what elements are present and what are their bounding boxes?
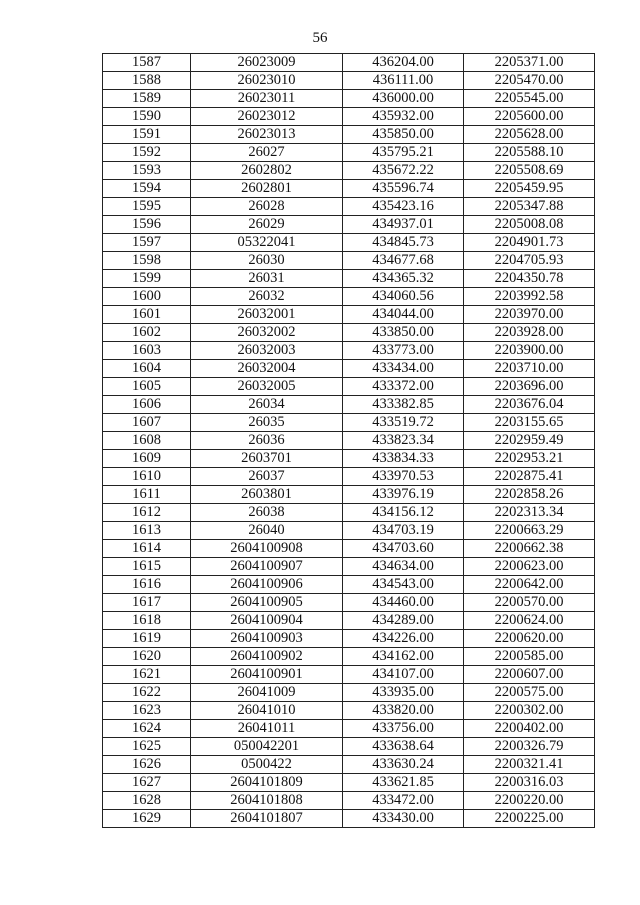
y-coordinate-cell: 2203970.00	[464, 306, 595, 324]
table-row	[103, 144, 595, 162]
point-number-cell: 1610	[103, 468, 191, 486]
y-coordinate-cell: 2200642.00	[464, 576, 595, 594]
point-number-cell: 1612	[103, 504, 191, 522]
point-number-cell: 1616	[103, 576, 191, 594]
point-id-cell: 2603801	[191, 486, 343, 504]
y-coordinate-cell: 2205628.00	[464, 126, 595, 144]
table-row	[103, 522, 595, 540]
x-coordinate-cell: 433820.00	[343, 702, 464, 720]
x-coordinate-cell: 434289.00	[343, 612, 464, 630]
x-coordinate-cell: 433630.24	[343, 756, 464, 774]
y-coordinate-cell: 2200220.00	[464, 792, 595, 810]
point-id-cell: 05322041	[191, 234, 343, 252]
point-number-cell: 1596	[103, 216, 191, 234]
table-row	[103, 108, 595, 126]
y-coordinate-cell: 2203676.04	[464, 396, 595, 414]
y-coordinate-cell: 2200607.00	[464, 666, 595, 684]
point-number-cell: 1617	[103, 594, 191, 612]
x-coordinate-cell: 436111.00	[343, 72, 464, 90]
x-coordinate-cell: 434156.12	[343, 504, 464, 522]
table-row	[103, 252, 595, 270]
x-coordinate-cell: 433372.00	[343, 378, 464, 396]
y-coordinate-cell: 2203710.00	[464, 360, 595, 378]
table-row	[103, 630, 595, 648]
point-number-cell: 1591	[103, 126, 191, 144]
x-coordinate-cell: 433621.85	[343, 774, 464, 792]
coordinates-table-body	[103, 54, 595, 828]
table-row	[103, 666, 595, 684]
table-row	[103, 504, 595, 522]
point-number-cell: 1624	[103, 720, 191, 738]
point-id-cell: 26032003	[191, 342, 343, 360]
point-number-cell: 1604	[103, 360, 191, 378]
point-id-cell: 26036	[191, 432, 343, 450]
x-coordinate-cell: 434060.56	[343, 288, 464, 306]
point-id-cell: 26041010	[191, 702, 343, 720]
point-id-cell: 26023013	[191, 126, 343, 144]
point-id-cell: 26032	[191, 288, 343, 306]
y-coordinate-cell: 2200326.79	[464, 738, 595, 756]
y-coordinate-cell: 2200623.00	[464, 558, 595, 576]
x-coordinate-cell: 434365.32	[343, 270, 464, 288]
point-id-cell: 2604100908	[191, 540, 343, 558]
x-coordinate-cell: 435672.22	[343, 162, 464, 180]
point-id-cell: 2603701	[191, 450, 343, 468]
point-number-cell: 1622	[103, 684, 191, 702]
x-coordinate-cell: 435423.16	[343, 198, 464, 216]
table-row	[103, 702, 595, 720]
point-number-cell: 1625	[103, 738, 191, 756]
y-coordinate-cell: 2205508.69	[464, 162, 595, 180]
y-coordinate-cell: 2205470.00	[464, 72, 595, 90]
point-number-cell: 1603	[103, 342, 191, 360]
table-row	[103, 738, 595, 756]
point-id-cell: 26038	[191, 504, 343, 522]
point-id-cell: 2604100907	[191, 558, 343, 576]
y-coordinate-cell: 2204901.73	[464, 234, 595, 252]
point-id-cell: 0500422	[191, 756, 343, 774]
y-coordinate-cell: 2200620.00	[464, 630, 595, 648]
y-coordinate-cell: 2202858.26	[464, 486, 595, 504]
point-id-cell: 26037	[191, 468, 343, 486]
table-row	[103, 72, 595, 90]
x-coordinate-cell: 434107.00	[343, 666, 464, 684]
table-row	[103, 378, 595, 396]
table-row	[103, 810, 595, 828]
y-coordinate-cell: 2204350.78	[464, 270, 595, 288]
point-number-cell: 1590	[103, 108, 191, 126]
x-coordinate-cell: 433756.00	[343, 720, 464, 738]
point-id-cell: 26023010	[191, 72, 343, 90]
y-coordinate-cell: 2205600.00	[464, 108, 595, 126]
x-coordinate-cell: 433773.00	[343, 342, 464, 360]
point-id-cell: 050042201	[191, 738, 343, 756]
point-id-cell: 26023011	[191, 90, 343, 108]
x-coordinate-cell: 433834.33	[343, 450, 464, 468]
x-coordinate-cell: 433823.34	[343, 432, 464, 450]
point-id-cell: 2604100901	[191, 666, 343, 684]
x-coordinate-cell: 433850.00	[343, 324, 464, 342]
y-coordinate-cell: 2200585.00	[464, 648, 595, 666]
x-coordinate-cell: 436000.00	[343, 90, 464, 108]
point-number-cell: 1594	[103, 180, 191, 198]
point-number-cell: 1623	[103, 702, 191, 720]
point-number-cell: 1605	[103, 378, 191, 396]
point-id-cell: 26040	[191, 522, 343, 540]
point-id-cell: 26041011	[191, 720, 343, 738]
point-number-cell: 1593	[103, 162, 191, 180]
point-id-cell: 26035	[191, 414, 343, 432]
point-number-cell: 1615	[103, 558, 191, 576]
y-coordinate-cell: 2200321.41	[464, 756, 595, 774]
point-number-cell: 1598	[103, 252, 191, 270]
table-row	[103, 792, 595, 810]
table-row	[103, 756, 595, 774]
x-coordinate-cell: 434845.73	[343, 234, 464, 252]
point-number-cell: 1588	[103, 72, 191, 90]
x-coordinate-cell: 433430.00	[343, 810, 464, 828]
x-coordinate-cell: 436204.00	[343, 54, 464, 72]
y-coordinate-cell: 2203928.00	[464, 324, 595, 342]
table-row	[103, 648, 595, 666]
y-coordinate-cell: 2200663.29	[464, 522, 595, 540]
x-coordinate-cell: 433472.00	[343, 792, 464, 810]
table-row	[103, 288, 595, 306]
point-id-cell: 26029	[191, 216, 343, 234]
x-coordinate-cell: 434703.19	[343, 522, 464, 540]
point-number-cell: 1587	[103, 54, 191, 72]
point-id-cell: 26041009	[191, 684, 343, 702]
y-coordinate-cell: 2200662.38	[464, 540, 595, 558]
point-number-cell: 1608	[103, 432, 191, 450]
point-id-cell: 2604100902	[191, 648, 343, 666]
y-coordinate-cell: 2204705.93	[464, 252, 595, 270]
x-coordinate-cell: 433935.00	[343, 684, 464, 702]
x-coordinate-cell: 434226.00	[343, 630, 464, 648]
y-coordinate-cell: 2200302.00	[464, 702, 595, 720]
point-number-cell: 1629	[103, 810, 191, 828]
y-coordinate-cell: 2203992.58	[464, 288, 595, 306]
y-coordinate-cell: 2200624.00	[464, 612, 595, 630]
y-coordinate-cell: 2205588.10	[464, 144, 595, 162]
table-row	[103, 270, 595, 288]
x-coordinate-cell: 435932.00	[343, 108, 464, 126]
x-coordinate-cell: 434937.01	[343, 216, 464, 234]
x-coordinate-cell: 434677.68	[343, 252, 464, 270]
point-id-cell: 2602801	[191, 180, 343, 198]
x-coordinate-cell: 433519.72	[343, 414, 464, 432]
y-coordinate-cell: 2203900.00	[464, 342, 595, 360]
point-number-cell: 1618	[103, 612, 191, 630]
x-coordinate-cell: 434044.00	[343, 306, 464, 324]
table-row	[103, 216, 595, 234]
table-row	[103, 486, 595, 504]
point-id-cell: 2604101807	[191, 810, 343, 828]
point-id-cell: 26027	[191, 144, 343, 162]
table-row	[103, 342, 595, 360]
point-number-cell: 1595	[103, 198, 191, 216]
x-coordinate-cell: 433970.53	[343, 468, 464, 486]
table-row	[103, 450, 595, 468]
point-number-cell: 1609	[103, 450, 191, 468]
table-row	[103, 720, 595, 738]
point-id-cell: 2604100903	[191, 630, 343, 648]
table-row	[103, 468, 595, 486]
x-coordinate-cell: 433434.00	[343, 360, 464, 378]
x-coordinate-cell: 434543.00	[343, 576, 464, 594]
point-id-cell: 26030	[191, 252, 343, 270]
table-row	[103, 180, 595, 198]
point-id-cell: 26032005	[191, 378, 343, 396]
y-coordinate-cell: 2200575.00	[464, 684, 595, 702]
point-number-cell: 1602	[103, 324, 191, 342]
table-row	[103, 360, 595, 378]
point-id-cell: 26023012	[191, 108, 343, 126]
table-row	[103, 576, 595, 594]
y-coordinate-cell: 2202959.49	[464, 432, 595, 450]
x-coordinate-cell: 434703.60	[343, 540, 464, 558]
x-coordinate-cell: 435850.00	[343, 126, 464, 144]
y-coordinate-cell: 2202953.21	[464, 450, 595, 468]
point-number-cell: 1600	[103, 288, 191, 306]
y-coordinate-cell: 2203696.00	[464, 378, 595, 396]
point-number-cell: 1619	[103, 630, 191, 648]
point-number-cell: 1597	[103, 234, 191, 252]
y-coordinate-cell: 2200316.03	[464, 774, 595, 792]
table-row	[103, 126, 595, 144]
y-coordinate-cell: 2205347.88	[464, 198, 595, 216]
y-coordinate-cell: 2203155.65	[464, 414, 595, 432]
point-id-cell: 26034	[191, 396, 343, 414]
table-row	[103, 234, 595, 252]
point-id-cell: 2604101809	[191, 774, 343, 792]
y-coordinate-cell: 2202313.34	[464, 504, 595, 522]
point-number-cell: 1599	[103, 270, 191, 288]
table-row	[103, 432, 595, 450]
table-row	[103, 558, 595, 576]
table-row	[103, 594, 595, 612]
table-row	[103, 540, 595, 558]
point-number-cell: 1613	[103, 522, 191, 540]
point-id-cell: 2604100906	[191, 576, 343, 594]
point-number-cell: 1628	[103, 792, 191, 810]
table-row	[103, 90, 595, 108]
table-row	[103, 198, 595, 216]
x-coordinate-cell: 434634.00	[343, 558, 464, 576]
x-coordinate-cell: 433638.64	[343, 738, 464, 756]
y-coordinate-cell: 2205371.00	[464, 54, 595, 72]
point-id-cell: 26032001	[191, 306, 343, 324]
y-coordinate-cell: 2200402.00	[464, 720, 595, 738]
y-coordinate-cell: 2200225.00	[464, 810, 595, 828]
point-id-cell: 26032004	[191, 360, 343, 378]
point-number-cell: 1614	[103, 540, 191, 558]
point-number-cell: 1606	[103, 396, 191, 414]
x-coordinate-cell: 435596.74	[343, 180, 464, 198]
point-number-cell: 1627	[103, 774, 191, 792]
table-row	[103, 324, 595, 342]
y-coordinate-cell: 2205459.95	[464, 180, 595, 198]
point-id-cell: 26028	[191, 198, 343, 216]
table-row	[103, 162, 595, 180]
point-number-cell: 1589	[103, 90, 191, 108]
point-number-cell: 1626	[103, 756, 191, 774]
point-id-cell: 2604100905	[191, 594, 343, 612]
x-coordinate-cell: 433382.85	[343, 396, 464, 414]
point-number-cell: 1621	[103, 666, 191, 684]
table-row	[103, 306, 595, 324]
y-coordinate-cell: 2205545.00	[464, 90, 595, 108]
point-id-cell: 26023009	[191, 54, 343, 72]
table-row	[103, 414, 595, 432]
point-id-cell: 26031	[191, 270, 343, 288]
point-id-cell: 2602802	[191, 162, 343, 180]
coordinates-table	[102, 53, 595, 828]
point-id-cell: 2604100904	[191, 612, 343, 630]
x-coordinate-cell: 433976.19	[343, 486, 464, 504]
table-row	[103, 54, 595, 72]
x-coordinate-cell: 434162.00	[343, 648, 464, 666]
page-number: 56	[312, 30, 328, 46]
x-coordinate-cell: 435795.21	[343, 144, 464, 162]
y-coordinate-cell: 2205008.08	[464, 216, 595, 234]
point-number-cell: 1601	[103, 306, 191, 324]
x-coordinate-cell: 434460.00	[343, 594, 464, 612]
point-number-cell: 1611	[103, 486, 191, 504]
y-coordinate-cell: 2200570.00	[464, 594, 595, 612]
table-row	[103, 396, 595, 414]
point-id-cell: 2604101808	[191, 792, 343, 810]
y-coordinate-cell: 2202875.41	[464, 468, 595, 486]
point-number-cell: 1592	[103, 144, 191, 162]
table-row	[103, 684, 595, 702]
table-row	[103, 612, 595, 630]
point-number-cell: 1607	[103, 414, 191, 432]
table-row	[103, 774, 595, 792]
point-number-cell: 1620	[103, 648, 191, 666]
point-id-cell: 26032002	[191, 324, 343, 342]
